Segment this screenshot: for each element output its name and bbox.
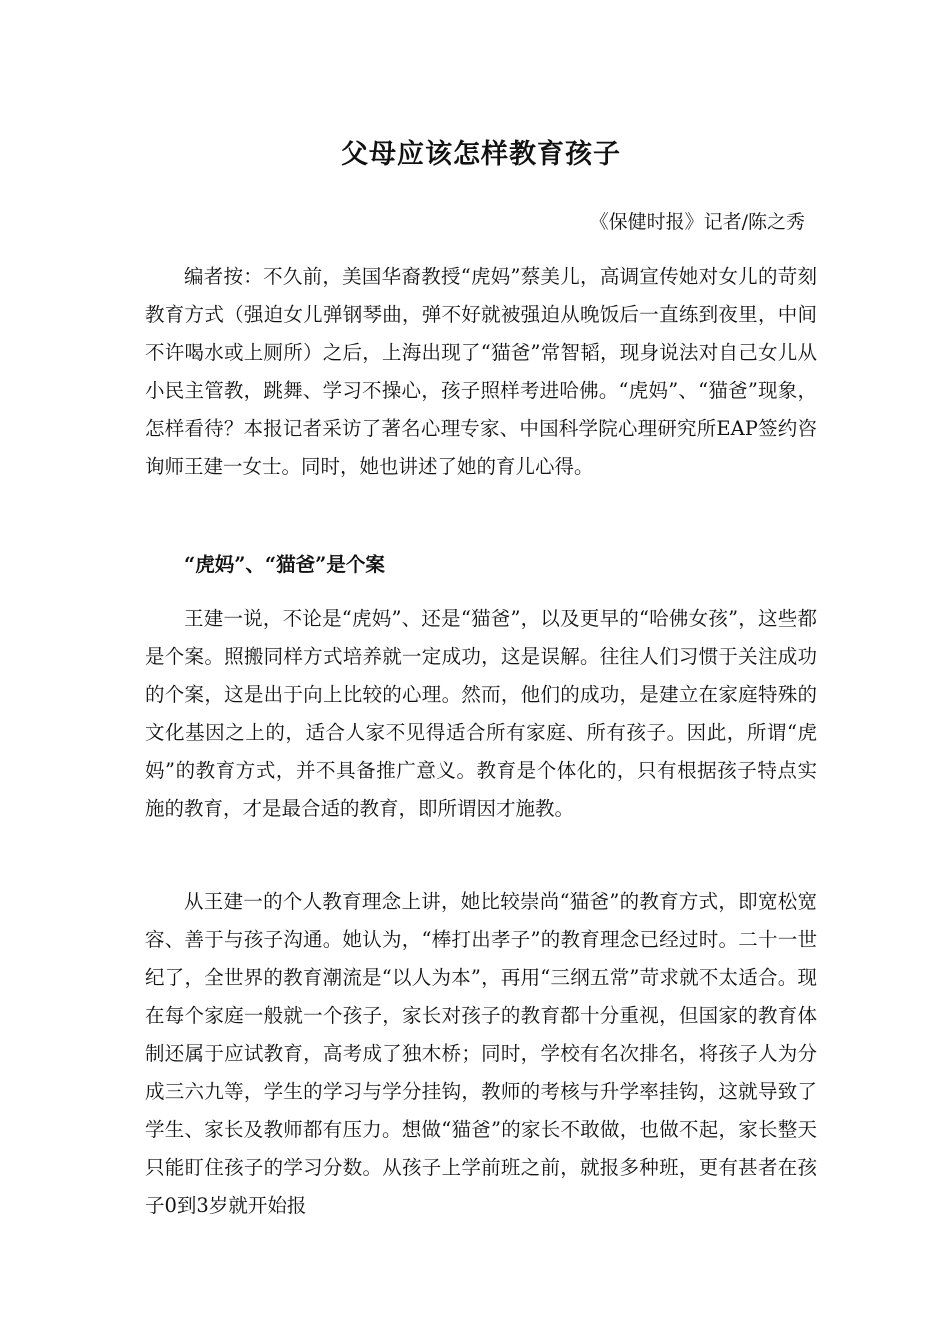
editor-note-paragraph: 编者按：不久前，美国华裔教授“虎妈”蔡美儿，高调宣传她对女儿的苛刻教育方式（强迫女儿弹钢琴曲，弹不好就被强迫从晚饭后一直练到夜里，中间不许喝水或上厕所）之后，上海出现了“猫爸”常智韬，现身说法对自己女儿从小民主管教，跳舞、学习不操心，孩子照样考进哈佛。“虎妈”、“猫爸”现象，怎样看待？本报记者采访了著名心理专家、中国科学院心理研究所EAP签约咨询师王建一女士。同时，她也讲述了她的育儿心得。	[145, 265, 817, 478]
article-byline: 《保健时报》记者/陈之秀	[589, 211, 805, 233]
body-paragraph: 王建一说，不论是“虎妈”、还是“猫爸”，以及更早的“哈佛女孩”，这些都是个案。照搬同样方式培养就一定成功，这是误解。往往人们习惯于关注成功的个案，这是出于向上比较的心理。然而，他们的成功，是建立在家庭特殊的文化基因之上的，适合人家不见得适合所有家庭、所有孩子。因此，所谓“虎妈”的教育方式，并不具备推广意义。教育是个体化的，只有根据孩子特点实施的教育，才是最合适的教育，即所谓因才施教。	[145, 607, 817, 820]
article-title: 父母应该怎样教育孩子	[341, 139, 621, 170]
section-heading: “虎妈”、“猫爸”是个案	[184, 553, 385, 576]
body-paragraph: 从王建一的个人教育理念上讲，她比较崇尚“猫爸”的教育方式，即宽松宽容、善于与孩子沟通。她认为，“棒打出孝子”的教育理念已经过时。二十一世纪了，全世界的教育潮流是“以人为本”，再用“三纲五常”苛求就不太适合。现在每个家庭一般就一个孩子，家长对孩子的教育都十分重视，但国家的教育体制还属于应试教育，高考成了独木桥；同时，学校有名次排名，将孩子人为分成三六九等，学生的学习与学分挂钩，教师的考核与升学率挂钩，这就导致了学生、家长及教师都有压力。想做“猫爸”的家长不敢做，也做不起，家长整天只能盯住孩子的学习分数。从孩子上学前班之前，就报多种班，更有甚者在孩子0到3岁就开始报	[145, 890, 817, 1217]
